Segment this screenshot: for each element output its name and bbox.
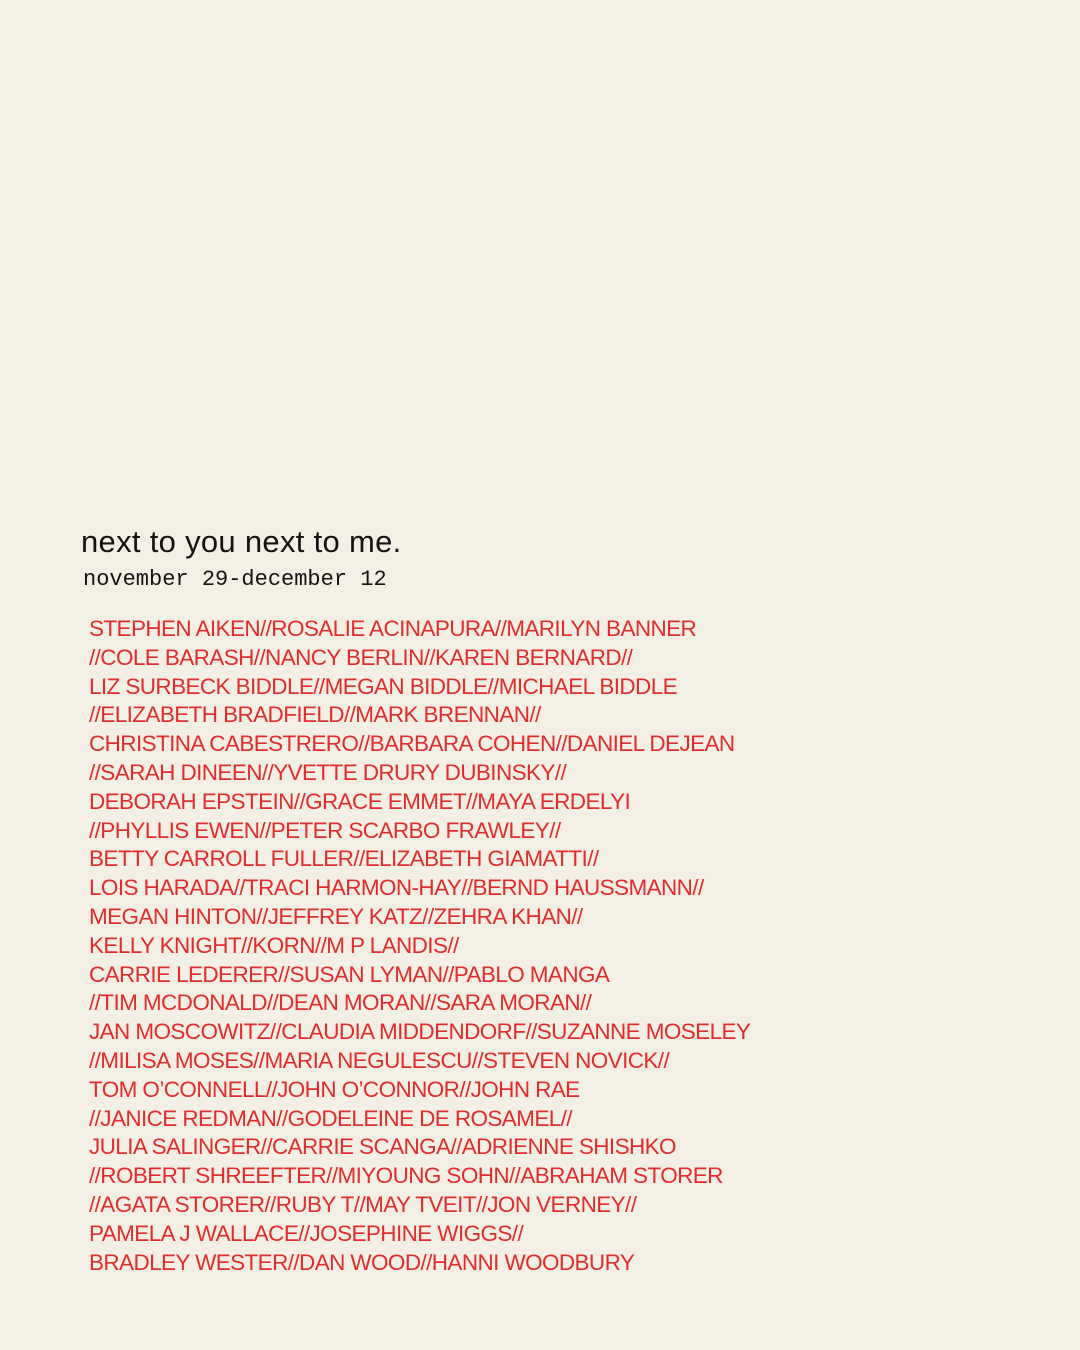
artist-line: LOIS HARADA//TRACI HARMON-HAY//BERND HAUSSMANN// [89,875,704,901]
artist-line: JAN MOSCOWITZ//CLAUDIA MIDDENDORF//SUZANNE MOSELEY [89,1019,751,1045]
artist-list [89,615,750,1277]
artist-line: MEGAN HINTON//JEFFREY KATZ//ZEHRA KHAN// [89,903,583,929]
artist-line: //PHYLLIS EWEN//PETER SCARBO FRAWLEY// [89,817,561,843]
artist-line: DEBORAH EPSTEIN//GRACE EMMET//MAYA ERDELYI [89,788,631,814]
artist-line: CARRIE LEDERER//SUSAN LYMAN//PABLO MANGA [89,961,610,987]
artist-line: PAMELA J WALLACE//JOSEPHINE WIGGS// [89,1220,524,1246]
artist-line: //JANICE REDMAN//GODELEINE DE ROSAMEL// [89,1105,572,1131]
artist-line: //TIM MCDONALD//DEAN MORAN//SARA MORAN// [89,990,592,1016]
artist-line: BRADLEY WESTER//DAN WOOD//HANNI WOODBURY [89,1249,635,1275]
artist-line: JULIA SALINGER//CARRIE SCANGA//ADRIENNE SHISHKO [89,1134,676,1160]
artist-line: BETTY CARROLL FULLER//ELIZABETH GIAMATTI// [89,846,599,872]
artist-line: TOM O’CONNELL//JOHN O’CONNOR//JOHN RAE [89,1076,580,1102]
artist-line: //SARAH DINEEN//YVETTE DRURY DUBINSKY// [89,759,567,785]
exhibition-dates: november 29-december 12 [83,567,387,592]
artist-line: CHRISTINA CABESTRERO//BARBARA COHEN//DANIEL DEJEAN [89,731,735,757]
artist-line: STEPHEN AIKEN//ROSALIE ACINAPURA//MARILYN BANNER [89,616,697,641]
artist-line: //ROBERT SHREEFTER//MIYOUNG SOHN//ABRAHAM STORER [89,1163,723,1189]
artist-line: KELLY KNIGHT//KORN//M P LANDIS// [89,932,459,958]
artist-line: //MILISA MOSES//MARIA NEGULESCU//STEVEN NOVICK// [89,1047,670,1073]
artist-line: //AGATA STORER//RUBY T//MAY TVEIT//JON VERNEY// [89,1191,637,1217]
artist-line: //ELIZABETH BRADFIELD//MARK BRENNAN// [89,702,541,728]
artist-line: LIZ SURBECK BIDDLE//MEGAN BIDDLE//MICHAEL BIDDLE [89,673,678,699]
exhibition-title: next to you next to me. [81,524,402,559]
artist-line: //COLE BARASH//NANCY BERLIN//KAREN BERNARD// [89,644,633,670]
